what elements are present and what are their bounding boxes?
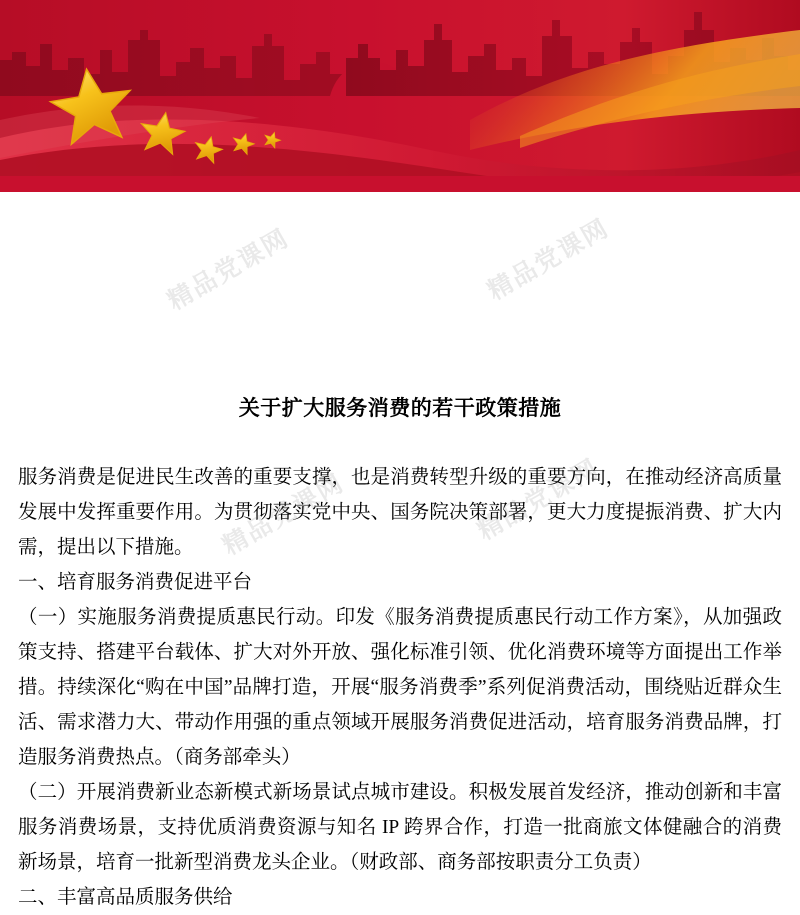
watermark-text: 精品党课网 [218, 468, 349, 561]
watermark-text: 精品党课网 [483, 213, 614, 306]
watermark-text: 精品党课网 [473, 453, 604, 546]
paragraph-item-2: （二）开展消费新业态新模式新场景试点城市建设。积极发展首发经济，推动创新和丰富服务消费场景，支持优质消费资源与知名 IP 跨界合作，打造一批商旅文体健融合的消费新场景，培育一批新型消费龙头企业。（财政部、商务部按职责分工负责） [18, 782, 782, 873]
document-body [0, 392, 800, 908]
paragraph-intro: 服务消费是促进民生改善的重要支撑，也是消费转型升级的重要方向，在推动经济高质量发展中发挥重要作用。为贯彻落实党中央、国务院决策部署，更大力度提振消费、扩大内需，提出以下措施。 [18, 467, 782, 558]
banner-graphic [0, 0, 800, 200]
paragraph-item-1: （一）实施服务消费提质惠民行动。印发《服务消费提质惠民行动工作方案》，从加强政策支持、搭建平台载体、扩大对外开放、强化标准引领、优化消费环境等方面提出工作举措。持续深化“购在中国”品牌打造，开展“服务消费季”系列促消费活动，围绕贴近群众生活、需求潜力大、带动作用强的重点领域开展服务消费促进活动，培育服务消费品牌，打造服务消费热点。（商务部牵头） [18, 607, 782, 768]
watermark-text: 精品党课网 [163, 223, 294, 316]
section-heading-1: 一、培育服务消费促进平台 [18, 572, 253, 593]
page-title: 关于扩大服务消费的若干政策措施 [238, 396, 562, 420]
section-heading-2: 二、丰富高品质服务供给 [18, 887, 233, 908]
header-banner [0, 0, 800, 200]
